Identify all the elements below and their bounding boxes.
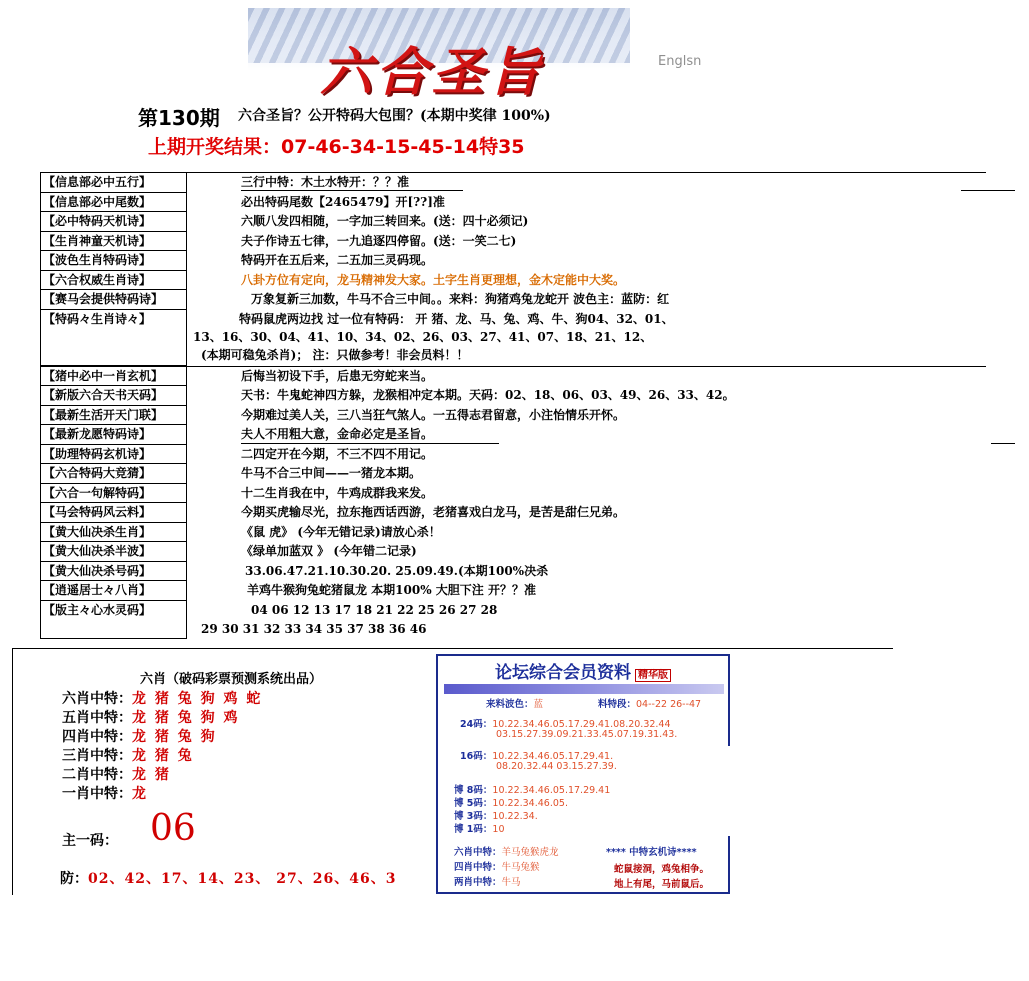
zodiac-values: 龙 猪 兔: [132, 748, 194, 764]
table-row: [40, 290, 986, 310]
zodiac-line: [62, 688, 262, 708]
row-category: 【六合特码大竞猜】: [41, 464, 187, 484]
six-zodiac-heading: 六肖（破码彩票预测系统出品）: [140, 672, 323, 687]
panel-bo3-values: 10.22.34.: [492, 811, 538, 822]
row-value: 十二生肖我在中，牛鸡成群我来发。: [241, 485, 434, 500]
panel-two-line: [454, 874, 521, 888]
row-value: 《绿单加蓝双 》 (今年错二记录): [241, 544, 417, 558]
row-category: 【波色生肖特码诗】: [41, 251, 187, 271]
table-row: [40, 232, 986, 252]
panel-two-label: 两肖中特：: [454, 877, 502, 888]
table-row: [40, 193, 986, 213]
table-row: [40, 523, 986, 543]
row-category: 【新版六合天书天码】: [41, 386, 187, 406]
zodiac-values: 龙: [132, 786, 148, 802]
row-category: 【马会特码风云料】: [41, 503, 187, 523]
row-category: 【信息部必中五行】: [41, 173, 187, 193]
panel-segment-label: 料特段：: [598, 699, 637, 710]
panel-code16-label: 16码：: [460, 751, 493, 762]
row-value: 天书：牛鬼蛇神四方躲，龙猴相冲定本期。天码：02、18、06、03、49、26、33、42。: [241, 388, 735, 402]
row-category: 【版主々心水灵码】: [41, 601, 187, 639]
row-value: 万象复新三加数，牛马不合三中间。。来料：狗猪鸡兔龙蛇开 波色主：蓝防：红: [251, 292, 670, 306]
row-category: 【最新龙愿特码诗】: [41, 425, 187, 445]
panel-bo3-label: 博 3码：: [454, 811, 493, 822]
panel-blank-area: [664, 746, 730, 836]
row-category: 【黄大仙决杀生肖】: [41, 523, 187, 543]
zodiac-label: 六肖中特：: [62, 691, 132, 707]
zodiac-values: 龙 猪 兔 狗: [132, 729, 217, 745]
table-row: [40, 562, 986, 582]
panel-poem-heading: **** 中特玄机诗****: [606, 847, 697, 858]
panel-code24-values: 10.22.34.46.05.17.29.41.08.20.32.44: [492, 719, 671, 730]
table-row: [40, 601, 986, 639]
row-value: 33.06.47.21.10.30.20. 25.09.49.(本期100%决杀: [245, 563, 549, 578]
zodiac-line: [62, 764, 171, 784]
table-row: [40, 464, 986, 484]
zodiac-line: [62, 745, 194, 765]
panel-color-value: 蓝: [533, 699, 544, 710]
zodiac-label: 一肖中特：: [62, 786, 132, 802]
fang-line: [60, 868, 396, 888]
row-value: 必出特码尾数【2465479】开[??]准: [241, 194, 445, 209]
panel-decoration-bar: [444, 684, 724, 694]
panel-six-line: [454, 844, 559, 858]
table-row: [40, 386, 986, 406]
table-row: [40, 406, 986, 426]
row-category: 【赛马会提供特码诗】: [41, 290, 187, 310]
row-value-line: 04 06 12 13 17 18 21 22 25 26 27 28: [251, 602, 498, 617]
table-row: [40, 503, 986, 523]
row-value: 今期难过美人关，三八当狂气煞人。一五得志君留意，小注怡情乐开怀。: [241, 407, 626, 422]
panel-bo8-values: 10.22.34.46.05.17.29.41: [492, 785, 611, 796]
panel-bo5-values: 10.22.34.46.05.: [492, 798, 568, 809]
panel-code16-line2: 08.20.32.44 03.15.27.39.: [496, 761, 617, 772]
panel-bo5-line: [454, 795, 568, 809]
panel-bo1-values: 10: [492, 824, 505, 835]
panel-title: [438, 658, 728, 683]
row-value: 今期买虎输尽光，拉东拖西话西游，老猪喜戏白龙马，是苦是甜仨兄弟。: [241, 505, 626, 519]
panel-segment-value: 04--22 26--47: [636, 699, 702, 710]
zodiac-label: 三肖中特：: [62, 748, 132, 764]
panel-color-line: [486, 696, 543, 710]
row-value: 二四定开在今期，不三不四不用记。: [241, 446, 434, 461]
table-row: [40, 212, 986, 232]
panel-four-label: 四肖中特：: [454, 862, 502, 873]
panel-segment-line: [598, 696, 701, 710]
panel-tag: 精华版: [635, 669, 671, 682]
fang-label: 防：: [60, 871, 88, 887]
panel-code24-line: [460, 716, 671, 730]
panel-six-value: 羊马兔猴虎龙: [501, 847, 559, 858]
table-row: [40, 251, 986, 271]
row-category: 【黄大仙决杀半波】: [41, 542, 187, 562]
table-row: [40, 310, 986, 366]
prediction-table: [40, 172, 986, 639]
panel-color-label: 来料波色：: [486, 699, 534, 710]
panel-bo1-label: 博 1码：: [454, 824, 493, 835]
table-row: [40, 445, 986, 465]
panel-title-text: 论坛综合会员资料: [495, 663, 631, 683]
row-category: 【六合一句解特码】: [41, 484, 187, 504]
last-draw-result: 上期开奖结果：07-46-34-15-45-14特35: [148, 136, 525, 158]
panel-poem-line: 蛇鼠接洞，鸡兔相争。: [614, 864, 710, 875]
panel-code16-line: [460, 748, 613, 762]
row-value: 三行中特：木土水特开：？？准: [241, 175, 410, 189]
row-category: 【必中特码天机诗】: [41, 212, 187, 232]
panel-bo3-line: [454, 808, 538, 822]
row-value-line: 特码鼠虎两边找 过一位有特码： 开 猪、龙、马、兔、鸡、牛、狗04、32、01、: [239, 311, 674, 326]
row-category: 【最新生活开天门联】: [41, 406, 187, 426]
main-code-label: 主一码：: [62, 833, 118, 849]
panel-bo8-label: 博 8码：: [454, 785, 493, 796]
row-value: 六顺八发四相随，一字加三转回来。(送：四十必须记): [241, 214, 529, 228]
zodiac-label: 二肖中特：: [62, 767, 132, 783]
row-category: 【六合权威生肖诗】: [41, 271, 187, 291]
panel-four-line: [454, 859, 540, 873]
panel-code16-values: 10.22.34.46.05.17.29.41.: [492, 751, 614, 762]
row-value: 夫人不用粗大意，金命必定是圣旨。: [241, 427, 434, 441]
row-category: 【猪中必中一肖玄机】: [41, 367, 187, 387]
english-link[interactable]: Englsn: [658, 54, 702, 69]
row-value: 羊鸡牛猴狗兔蛇猪鼠龙 本期100% 大胆下注 开？？准: [247, 583, 536, 597]
row-category: 【助理特码玄机诗】: [41, 445, 187, 465]
row-category: 【黄大仙决杀号码】: [41, 562, 187, 582]
zodiac-label: 四肖中特：: [62, 729, 132, 745]
zodiac-values: 龙 猪 兔 狗 鸡 蛇: [132, 691, 263, 707]
row-value: 牛马不合三中间——一猪龙本期。: [241, 466, 422, 480]
row-category: 【逍遥居士々八肖】: [41, 581, 187, 601]
table-row: [40, 271, 986, 291]
row-category: 【特码々生肖诗々】: [41, 310, 187, 366]
fang-values: 02、42、17、14、23、 27、26、46、3: [88, 871, 397, 887]
row-value-line: 13、16、30、04、41、10、34、02、26、03、27、41、07、18、21、12、: [193, 329, 653, 344]
row-value: 夫子作诗五七律，一九追逐四停留。(送：一笑二七): [241, 233, 517, 248]
table-row: [40, 172, 986, 193]
row-category: 【信息部必中尾数】: [41, 193, 187, 213]
zodiac-label: 五肖中特：: [62, 710, 132, 726]
page-subtitle: 六合圣旨？公开特码大包围？(本期中奖律 100%): [238, 108, 551, 124]
panel-poem-line: 地上有尾，马前鼠后。: [614, 879, 710, 890]
row-value-line: 29 30 31 32 33 34 35 37 38 36 46: [201, 621, 427, 636]
zodiac-line: [62, 783, 148, 803]
logo-title: 六合圣旨: [320, 42, 545, 103]
row-value: 八卦方位有定向，龙马精神发大家。土字生肖更理想，金木定能中大奖。: [241, 272, 626, 287]
table-row: [40, 366, 986, 387]
table-row: [40, 542, 986, 562]
main-code-value: 06: [150, 808, 196, 849]
member-info-panel: [436, 654, 730, 894]
panel-four-value: 牛马兔猴: [501, 862, 540, 873]
panel-two-value: 牛马: [501, 877, 521, 888]
row-category: 【生肖神童天机诗】: [41, 232, 187, 252]
table-row: [40, 425, 986, 445]
zodiac-values: 龙 猪: [132, 767, 171, 783]
row-value: 特码开在五后来，二五加三灵码现。: [241, 253, 434, 267]
row-value: 《鼠 虎》 (今年无错记录)请放心杀！: [241, 524, 441, 539]
zodiac-values: 龙 猪 兔 狗 鸡: [132, 710, 240, 726]
table-row: [40, 581, 986, 601]
panel-code24-line2: 03.15.27.39.09.21.33.45.07.19.31.43.: [496, 729, 678, 740]
panel-bo1-line: [454, 821, 505, 835]
period-number: 第130期: [138, 106, 220, 130]
row-value: 后悔当初设下手，后患无穷蛇来当。: [241, 368, 434, 383]
panel-bo5-label: 博 5码：: [454, 798, 493, 809]
row-value-line: (本期可稳兔杀肖)； 注：只做参考！非会员料！！: [201, 347, 469, 362]
panel-bo8-line: [454, 782, 610, 796]
table-row: [40, 484, 986, 504]
panel-code24-label: 24码：: [460, 719, 493, 730]
panel-six-label: 六肖中特：: [454, 847, 502, 858]
zodiac-line: [62, 726, 217, 746]
zodiac-line: [62, 707, 240, 727]
